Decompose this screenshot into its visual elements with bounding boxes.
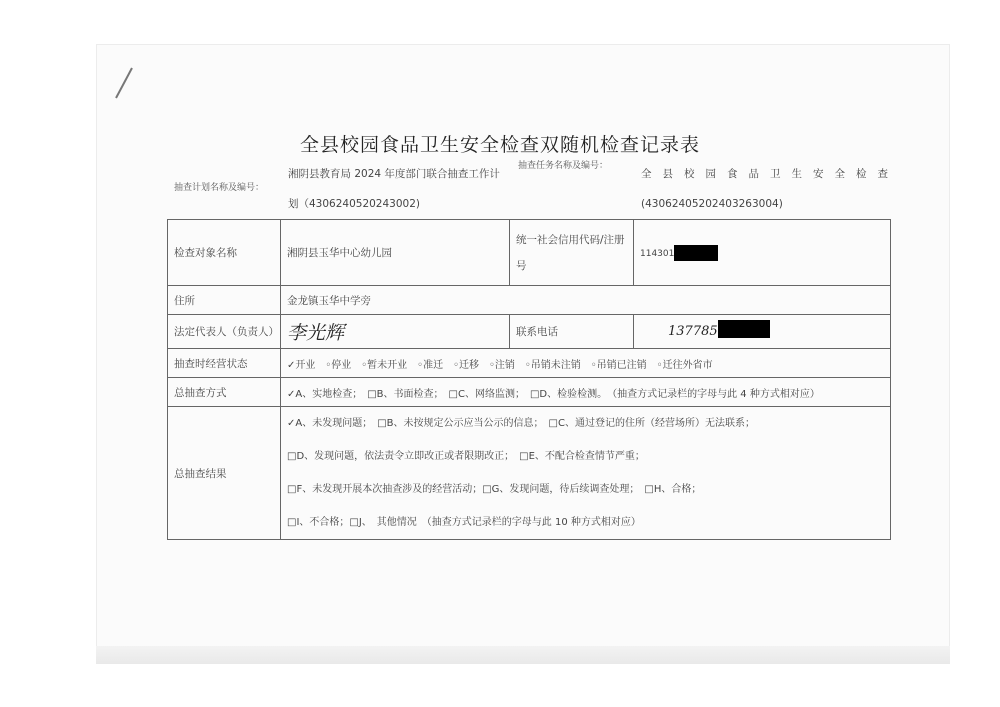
credit-label-line-1: 统一社会信用代码/注册 [516, 233, 625, 246]
record-table [167, 219, 891, 540]
phone-label: 联系电话 [510, 315, 634, 349]
rep-label: 法定代表人（负责人） [168, 315, 281, 349]
result-line: □D、发现问题，依法责令立即改正或者限期改正； □E、不配合检查情节严重； [287, 451, 645, 462]
task-line-1: 全县校园食品卫生安全检查 [641, 168, 899, 180]
credit-cell [634, 220, 891, 286]
redaction-block [674, 245, 718, 261]
redaction-block [718, 320, 770, 338]
row-target [168, 220, 891, 286]
address-value: 金龙镇玉华中学旁 [281, 286, 891, 315]
result-options [281, 407, 891, 540]
status-options: ✓开业 ◦停业 ◦暂未开业 ◦准迁 ◦迁移 ◦注销 ◦吊销未注销 ◦吊销已注销 ◦迁往外省市 [281, 349, 891, 378]
row-method [168, 378, 891, 407]
row-status [168, 349, 891, 378]
credit-label-line-2: 号 [516, 259, 527, 272]
credit-value: 114301 [640, 248, 675, 259]
phone-value: 137785 [668, 324, 718, 339]
row-representative [168, 315, 891, 349]
plan-label: 抽查计划名称及编号： [174, 183, 265, 193]
rep-signature-cell [281, 315, 510, 349]
row-result [168, 407, 891, 540]
plan-line-1: 湘阴县教育局 2024 年度部门联合抽查工作计 [288, 168, 500, 180]
status-label: 抽查时经营状态 [168, 349, 281, 378]
method-label: 总抽查方式 [168, 378, 281, 407]
credit-label [510, 220, 634, 286]
rep-signature: 李光辉 [287, 322, 345, 344]
target-value: 湘阴县玉华中心幼儿园 [281, 220, 510, 286]
plan-line-2: 划（4306240520243002) [288, 198, 420, 210]
target-label: 检查对象名称 [168, 220, 281, 286]
phone-cell [634, 315, 891, 349]
document-title: 全县校园食品卫生安全检查双随机检查记录表 [299, 134, 700, 156]
result-line: □I、不合格；□J、 其他情况 （抽查方式记录栏的字母与此 10 种方式相对应） [287, 517, 641, 528]
method-value: ✓A、实地检查； □B、书面检查； □C、网络监测； □D、检验检测。 （抽查方式记录栏的字母与此 4 种方式相对应） [281, 378, 891, 407]
result-line: □F、未发现开展本次抽查涉及的经营活动；□G、发现问题，待后续调查处理； □H、合格； [287, 484, 702, 495]
address-label: 住所 [168, 286, 281, 315]
row-address [168, 286, 891, 315]
result-label: 总抽查结果 [168, 407, 281, 540]
task-label: 抽查任务名称及编号： [518, 161, 609, 171]
result-line: ✓A、未发现问题； □B、未按规定公示应当公示的信息； □C、通过登记的住所（经营场所）无法联系； [287, 418, 755, 429]
task-line-2: (4306240520240326300​4) [641, 198, 783, 210]
